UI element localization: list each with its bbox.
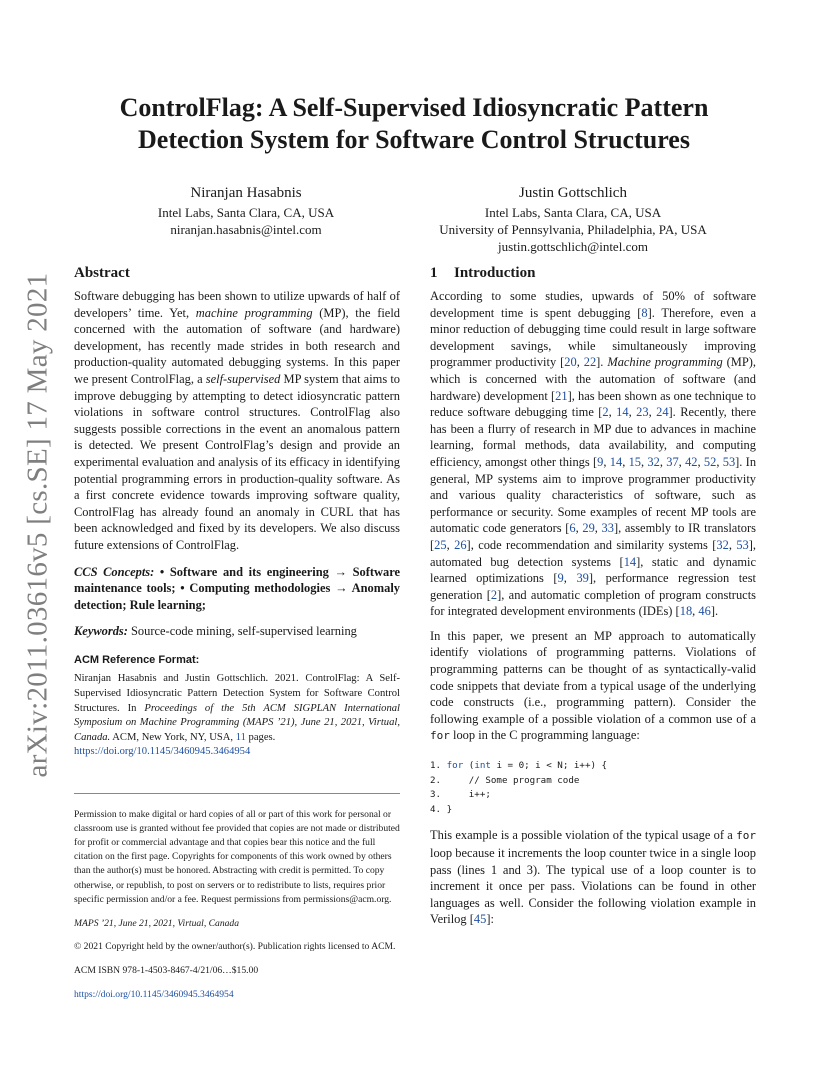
citation-link[interactable]: 6 <box>569 521 576 536</box>
citation-link[interactable]: 25 <box>434 537 447 552</box>
citation-link[interactable]: 42 <box>685 454 698 469</box>
copyright-line: © 2021 Copyright held by the owner/author(s). Publication rights licensed to ACM. <box>74 941 396 953</box>
inline-code: for <box>736 829 756 843</box>
right-column <box>430 264 756 928</box>
citation-link[interactable]: 53 <box>722 454 736 469</box>
code-listing <box>430 759 756 817</box>
isbn-line: ACM ISBN 978-1-4503-8467-4/21/06…$15.00 <box>74 965 259 977</box>
citation-link[interactable]: 26 <box>454 537 467 552</box>
arxiv-identifier: arXiv:2011.03616v5 [cs.SE] 17 May 2021 <box>21 272 54 778</box>
abstract-heading: Abstract <box>74 265 130 281</box>
intro-paragraph-1: According to some studies, upwards of 50% of software development time is spent debugging [8]. Therefore, even a minor reduction of debugging time could result in large software development savings, while simultaneously improving programmer productivity [20, 22]. Machine programming (MP), which is concerned with the automation of software (and hardware) development [21], has been shown as one technique to reduce software debugging time [2, 14, 23, 24]. Recently, there has been a flurry of research in MP due to advances in machine learning, formal methods, data availability, and computing efficiency, amongst other things [9, 14, 15, 32, 37, 42, 52, 53]. In general, MP systems aim to improve programmer productivity and various quality characteristics of software, such as performance or security. Some examples of recent MP tools are automatic code generators [6, 29, 33], assembly to IR translators [25, 26], code recommendation and similarity systems [32, 53], automated bug detection systems [14], static and dynamic learned optimizations [9, 39], performance regression test generation [2], and automatic completion of program constructs for integrated development environments (IDEs) [18, 46]. <box>430 289 757 619</box>
venue-line: MAPS ’21, June 21, 2021, Virtual, Canada <box>74 917 240 929</box>
citation-link[interactable]: 32 <box>647 454 660 469</box>
citation-link[interactable]: 14 <box>623 554 637 569</box>
footnote-doi <box>74 988 400 1002</box>
author-name: Niranjan Hasabnis <box>190 185 302 201</box>
code-line: 4. } <box>430 803 453 815</box>
acm-reference-heading: ACM Reference Format: <box>74 653 200 666</box>
citation-link[interactable]: 14 <box>609 454 623 469</box>
code-line: 1. for (int i = 0; i < N; i++) { <box>430 760 608 772</box>
doi-link[interactable]: https://doi.org/10.1145/3460945.3464954 <box>74 746 251 758</box>
citation-link[interactable]: 15 <box>628 454 642 469</box>
citation-link[interactable]: 29 <box>582 521 595 536</box>
page-count-link[interactable]: 11 <box>235 731 246 743</box>
footnote-doi-link[interactable]: https://doi.org/10.1145/3460945.3464954 <box>74 989 234 1000</box>
citation-link[interactable]: 9 <box>597 454 604 469</box>
citation-link[interactable]: 21 <box>555 388 568 403</box>
citation-link[interactable]: 14 <box>616 405 629 420</box>
title-line-1: ControlFlag: A Self-Supervised Idiosyncratic Pattern <box>119 93 709 122</box>
title-line-2: Detection System for Software Control Structures <box>138 125 690 154</box>
citation-link[interactable]: 22 <box>583 355 597 370</box>
citation-link[interactable]: 24 <box>656 405 669 420</box>
keywords <box>74 623 400 640</box>
citation-link[interactable]: 9 <box>557 571 564 586</box>
ccs-concepts <box>74 564 400 614</box>
abstract-text: Software debugging has been shown to utilize upwards of half of developers’ time. Yet, machine programming (MP), the field concerned with the automation of software (and hardware) development, has recently made strides in both research and production-quality automated debugging systems. In this paper we present ControlFlag, a self-supervised MP system that aims to improve debugging by attempting to detect idiosyncratic pattern violations in software control structures. ControlFlag also suggests possible corrections in the event an anomalous pattern is detected. We present ControlFlag’s design and provide an experimental evaluation and analysis of its efficacy in identifying potential programming errors in production-quality software. As a first concrete evidence towards improving software quality, ControlFlag has already found an anomaly in CURL that has been acknowledged and fixed by its developers. We also discuss future extensions of ControlFlag. <box>74 289 400 552</box>
acm-reference-text: Niranjan Hasabnis and Justin Gottschlich. 2021. ControlFlag: A Self-Supervised Idiosyncratic Pattern Detection System for Software Control Structures. In Proceedings of the 5th ACM SIGPLAN International Symposium on Machine Programming (MAPS ’21), June 21, 2021, Virtual, Canada. ACM, New York, NY, USA, 11 pages. https://doi.org/10.1145/3460945.3464954 <box>74 673 400 758</box>
intro-paragraph-2: In this paper, we present an MP approach to automatically identify violations of programming patterns. Violations of programming patterns can be thought of as syntactically-valid code snippets that deviate from a typical usage of the underlying code constructs (i.e., programming pattern). Consider the following example of a possible violation of a common use of a for loop in the C programming language: <box>430 628 756 743</box>
code-line: 2. // Some program code <box>430 774 580 786</box>
intro-paragraph-3: This example is a possible violation of the typical usage of a for loop because it increments the loop counter twice in a single loop pass (lines 1 and 3). The typical use of a loop counter is to increment it once per pass. Violations can be found in other languages as well. Consider the following violation example in Verilog [45]: <box>430 828 756 927</box>
author-email: justin.gottschlich@intel.com <box>498 239 648 254</box>
citation-link[interactable]: 52 <box>703 454 717 469</box>
keywords-label: Keywords: <box>74 624 128 639</box>
citation-link[interactable]: 39 <box>576 571 589 586</box>
inline-code: for <box>430 729 450 743</box>
citation-link[interactable]: 37 <box>666 454 679 469</box>
keywords-text: Source-code mining, self-supervised learning <box>131 624 357 639</box>
citation-link[interactable]: 53 <box>736 537 749 552</box>
citation-link[interactable]: 2 <box>490 587 498 602</box>
permission-text: Permission to make digital or hard copies of all or part of this work for personal or classroom use is granted without fee provided that copies are not made or distributed for profit or commercial advantage and that copies bear this notice and the full citation on the first page. Copyrights for components of this work owned by others than the author(s) must be honored. Abstracting with credit is permitted. To copy otherwise, or republish, to post on servers or to redistribute to lists, requires prior specific permission and/or a fee. Request permissions from permissions@acm.org. <box>74 808 400 905</box>
permission-footnote <box>74 793 400 1012</box>
author-email: niranjan.hasabnis@intel.com <box>170 222 322 237</box>
section-title: Introduction <box>454 265 536 281</box>
citation-link[interactable]: 8 <box>641 305 648 320</box>
citation-link[interactable]: 45 <box>473 912 487 927</box>
author-name: Justin Gottschlich <box>519 185 627 201</box>
ccs-label: CCS Concepts: <box>74 564 155 579</box>
citation-link[interactable]: 32 <box>716 537 729 552</box>
author-block-2 <box>408 184 738 255</box>
citation-link[interactable]: 20 <box>564 355 577 370</box>
code-line: 3. i++; <box>430 789 491 801</box>
citation-link[interactable]: 2 <box>602 405 609 420</box>
citation-link[interactable]: 23 <box>636 405 649 420</box>
left-column <box>74 264 400 760</box>
ccs-text: • Software and its engineering → Software maintenance tools; • Computing methodologies → Anomaly detection; Rule learning; <box>74 564 401 612</box>
paper-title <box>60 92 768 156</box>
citation-link[interactable]: 18 <box>679 604 693 619</box>
citation-link[interactable]: 46 <box>698 604 711 619</box>
author-affiliation: Intel Labs, Santa Clara, CA, USA <box>484 205 662 220</box>
author-affiliation: Intel Labs, Santa Clara, CA, USA <box>157 205 335 220</box>
introduction-heading <box>430 264 756 282</box>
author-block-1 <box>81 184 411 238</box>
section-number: 1 <box>430 265 438 281</box>
citation-link[interactable]: 33 <box>601 521 614 536</box>
author-affiliation-2: University of Pennsylvania, Philadelphia, PA, USA <box>439 222 707 237</box>
